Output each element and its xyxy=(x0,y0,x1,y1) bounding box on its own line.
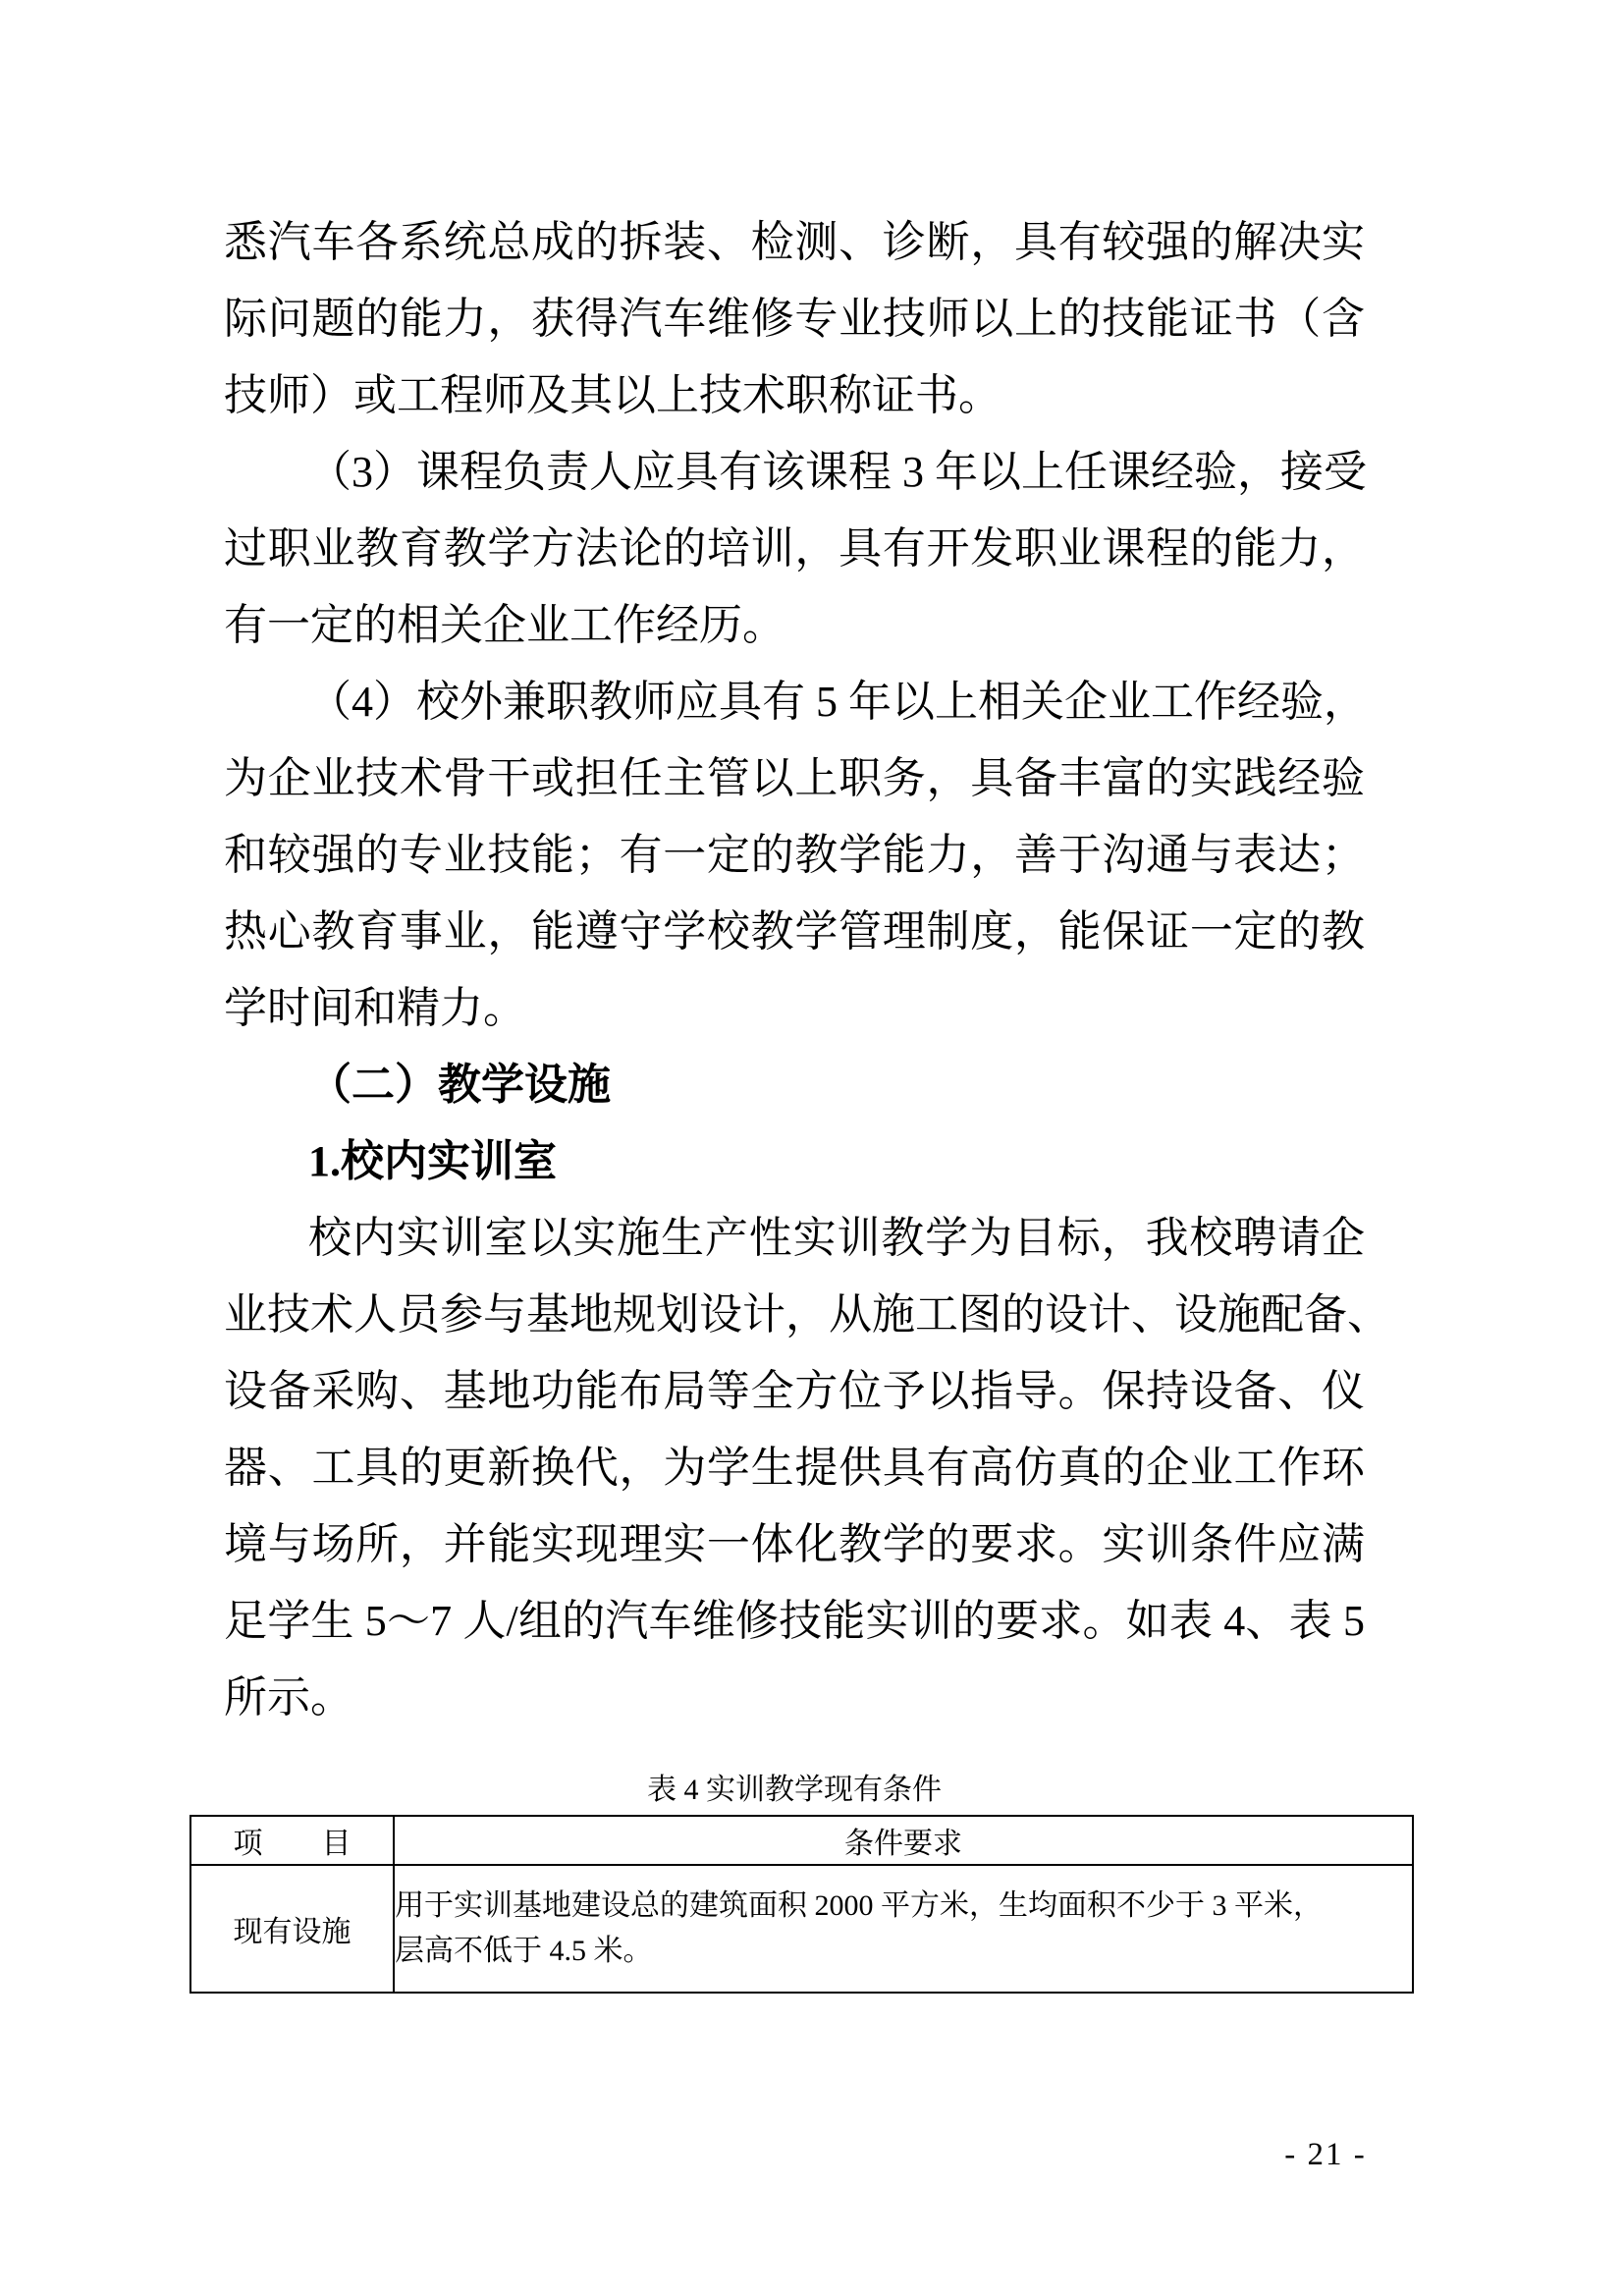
paragraph-line: 学时间和精力。 xyxy=(224,984,526,1032)
paragraph-line: 技师）或工程师及其以上技术职称证书。 xyxy=(224,371,1001,419)
paragraph-line: 器、工具的更新换代，为学生提供具有高仿真的企业工作环 xyxy=(224,1444,1365,1492)
paragraph-line: 和较强的专业技能；有一定的教学能力，善于沟通与表达； xyxy=(224,831,1365,879)
paragraph-line-item4: （4）校外兼职教师应具有 5 年以上相关企业工作经验， xyxy=(308,678,1367,726)
header-cell-item: 项 目 xyxy=(190,1816,394,1865)
paragraph-line: 际问题的能力，获得汽车维修专业技师以上的技能证书（含 xyxy=(224,295,1365,343)
paragraph-line-training-room: 校内实训室以实施生产性实训教学为目标，我校聘请企 xyxy=(308,1214,1365,1262)
paragraph-line: 有一定的相关企业工作经历。 xyxy=(224,601,785,649)
paragraph-line: 业技术人员参与基地规划设计，从施工图的设计、设施配备、 xyxy=(224,1290,1390,1339)
page-number: - 21 - xyxy=(1284,2137,1367,2172)
cell-item-name: 现有设施 xyxy=(190,1865,394,1993)
paragraph-line: 为企业技术骨干或担任主管以上职务，具备丰富的实践经验 xyxy=(224,754,1365,802)
training-conditions-table xyxy=(189,1815,1414,1994)
table-header-row xyxy=(190,1816,1413,1865)
paragraph-line: 设备采购、基地功能布局等全方位予以指导。保持设备、仪 xyxy=(224,1367,1365,1415)
cell-requirement-text: 用于实训基地建设总的建筑面积 2000 平方米，生均面积不少于 3 平米，层高不低于 4.5 米。 xyxy=(394,1865,1413,1993)
table-caption: 表 4 实训教学现有条件 xyxy=(647,1774,942,1806)
paragraph-line-item3: （3）课程负责人应具有该课程 3 年以上任课经验，接受 xyxy=(308,448,1367,496)
paragraph-line: 过职业教育教学方法论的培训，具有开发职业课程的能力， xyxy=(224,524,1365,573)
subsection-heading: 1.校内实训室 xyxy=(308,1137,557,1185)
section-heading: （二）教学设施 xyxy=(308,1061,611,1109)
paragraph-line: 热心教育事业，能遵守学校教学管理制度，能保证一定的教 xyxy=(224,907,1365,956)
header-cell-requirement: 条件要求 xyxy=(394,1816,1413,1865)
table-row-existing-facilities xyxy=(190,1865,1413,1993)
paragraph-line: 悉汽车各系统总成的拆装、检测、诊断，具有较强的解决实 xyxy=(224,218,1365,266)
paragraph-line: 境与场所，并能实现理实一体化教学的要求。实训条件应满 xyxy=(224,1520,1365,1568)
page-footer xyxy=(1222,2133,1429,2176)
paragraph-line: 所示。 xyxy=(224,1673,353,1722)
paragraph-line: 足学生 5～7 人/组的汽车维修技能实训的要求。如表 4、表 5 xyxy=(224,1597,1365,1645)
document-body xyxy=(224,204,1390,1736)
